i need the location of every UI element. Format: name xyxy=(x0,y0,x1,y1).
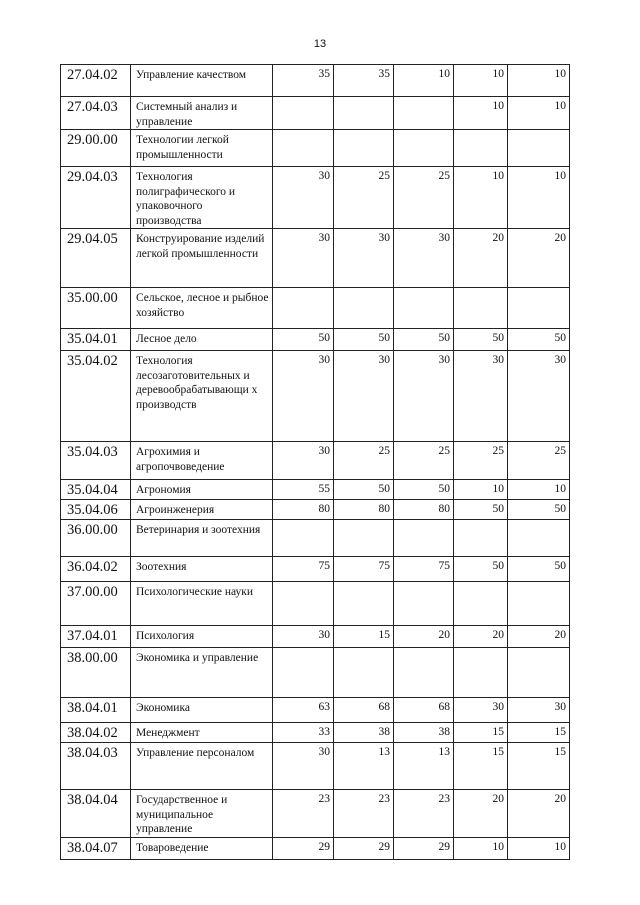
table-row xyxy=(61,626,570,648)
value-cell-3: 29 xyxy=(394,837,454,859)
value-cell-2 xyxy=(334,288,394,329)
value-cell-2: 30 xyxy=(334,229,394,288)
value-cell-4 xyxy=(454,520,508,557)
value-cell-1: 50 xyxy=(273,329,334,351)
program-code: 35.00.00 xyxy=(61,288,131,329)
program-name: Управление качеством xyxy=(131,65,273,97)
value-cell-5: 15 xyxy=(508,743,570,790)
table-row xyxy=(61,582,570,626)
value-cell-1: 29 xyxy=(273,837,334,859)
value-cell-4: 20 xyxy=(454,626,508,648)
value-cell-1: 30 xyxy=(273,229,334,288)
value-cell-3 xyxy=(394,288,454,329)
table-row xyxy=(61,837,570,859)
program-name: Ветеринария и зоотехния xyxy=(131,520,273,557)
value-cell-5 xyxy=(508,582,570,626)
program-code: 37.04.01 xyxy=(61,626,131,648)
value-cell-4: 10 xyxy=(454,480,508,500)
value-cell-1: 75 xyxy=(273,557,334,582)
program-name: Менеджмент xyxy=(131,723,273,743)
value-cell-3 xyxy=(394,648,454,698)
table-row xyxy=(61,500,570,520)
value-cell-1: 23 xyxy=(273,790,334,838)
program-code: 29.04.05 xyxy=(61,229,131,288)
value-cell-5: 25 xyxy=(508,442,570,480)
table-row xyxy=(61,130,570,167)
value-cell-3: 68 xyxy=(394,698,454,723)
program-name: Системный анализ и управление xyxy=(131,97,273,130)
program-code: 35.04.01 xyxy=(61,329,131,351)
value-cell-4: 10 xyxy=(454,65,508,97)
table-row xyxy=(61,288,570,329)
program-name: Экономика и управление xyxy=(131,648,273,698)
table-row xyxy=(61,480,570,500)
program-name: Агроинженерия xyxy=(131,500,273,520)
value-cell-5: 30 xyxy=(508,351,570,442)
value-cell-1 xyxy=(273,582,334,626)
table-row xyxy=(61,723,570,743)
value-cell-1 xyxy=(273,648,334,698)
value-cell-5: 10 xyxy=(508,837,570,859)
program-code: 35.04.03 xyxy=(61,442,131,480)
value-cell-4: 50 xyxy=(454,557,508,582)
value-cell-2: 50 xyxy=(334,329,394,351)
value-cell-4: 30 xyxy=(454,698,508,723)
value-cell-3: 50 xyxy=(394,329,454,351)
program-name: Товароведение xyxy=(131,837,273,859)
program-code: 38.04.02 xyxy=(61,723,131,743)
page-number: 13 xyxy=(313,38,327,50)
value-cell-3: 75 xyxy=(394,557,454,582)
value-cell-5: 50 xyxy=(508,557,570,582)
program-code: 29.04.03 xyxy=(61,167,131,229)
value-cell-2: 35 xyxy=(334,65,394,97)
value-cell-2 xyxy=(334,130,394,167)
value-cell-2: 13 xyxy=(334,743,394,790)
value-cell-3 xyxy=(394,582,454,626)
table-row xyxy=(61,743,570,790)
value-cell-5: 20 xyxy=(508,229,570,288)
program-name: Технология лесозаготовительных и деревообрабатывающи х производств xyxy=(131,351,273,442)
value-cell-2 xyxy=(334,97,394,130)
value-cell-1: 30 xyxy=(273,442,334,480)
value-cell-5 xyxy=(508,648,570,698)
value-cell-1: 30 xyxy=(273,626,334,648)
value-cell-2: 29 xyxy=(334,837,394,859)
value-cell-4: 50 xyxy=(454,500,508,520)
value-cell-2: 50 xyxy=(334,480,394,500)
table-row xyxy=(61,65,570,97)
value-cell-4: 50 xyxy=(454,329,508,351)
value-cell-3: 50 xyxy=(394,480,454,500)
value-cell-4 xyxy=(454,648,508,698)
admission-table xyxy=(60,64,570,860)
value-cell-2: 80 xyxy=(334,500,394,520)
value-cell-2 xyxy=(334,520,394,557)
value-cell-5: 10 xyxy=(508,167,570,229)
program-code: 38.04.03 xyxy=(61,743,131,790)
value-cell-3: 20 xyxy=(394,626,454,648)
value-cell-2: 23 xyxy=(334,790,394,838)
value-cell-1: 55 xyxy=(273,480,334,500)
value-cell-3: 10 xyxy=(394,65,454,97)
value-cell-2: 25 xyxy=(334,442,394,480)
value-cell-1: 30 xyxy=(273,743,334,790)
value-cell-1 xyxy=(273,130,334,167)
program-code: 38.04.07 xyxy=(61,837,131,859)
table-row xyxy=(61,329,570,351)
value-cell-3: 25 xyxy=(394,442,454,480)
value-cell-1 xyxy=(273,520,334,557)
program-code: 27.04.03 xyxy=(61,97,131,130)
value-cell-4: 30 xyxy=(454,351,508,442)
value-cell-1: 80 xyxy=(273,500,334,520)
table-row xyxy=(61,520,570,557)
table-row xyxy=(61,97,570,130)
value-cell-1: 33 xyxy=(273,723,334,743)
table-row xyxy=(61,442,570,480)
value-cell-4: 15 xyxy=(454,723,508,743)
value-cell-4 xyxy=(454,130,508,167)
program-code: 36.04.02 xyxy=(61,557,131,582)
value-cell-5 xyxy=(508,288,570,329)
value-cell-5 xyxy=(508,520,570,557)
value-cell-3: 23 xyxy=(394,790,454,838)
value-cell-2 xyxy=(334,648,394,698)
program-code: 35.04.06 xyxy=(61,500,131,520)
program-code: 36.00.00 xyxy=(61,520,131,557)
value-cell-5: 10 xyxy=(508,65,570,97)
program-name: Экономика xyxy=(131,698,273,723)
value-cell-5: 20 xyxy=(508,790,570,838)
value-cell-5 xyxy=(508,130,570,167)
program-code: 35.04.02 xyxy=(61,351,131,442)
program-name: Государственное и муниципальное управление xyxy=(131,790,273,838)
value-cell-2: 38 xyxy=(334,723,394,743)
value-cell-3 xyxy=(394,520,454,557)
value-cell-5: 50 xyxy=(508,329,570,351)
value-cell-1: 30 xyxy=(273,351,334,442)
program-code: 38.00.00 xyxy=(61,648,131,698)
program-name: Лесное дело xyxy=(131,329,273,351)
program-name: Зоотехния xyxy=(131,557,273,582)
value-cell-4: 10 xyxy=(454,837,508,859)
value-cell-1 xyxy=(273,288,334,329)
table-row xyxy=(61,698,570,723)
program-name: Психологические науки xyxy=(131,582,273,626)
value-cell-4: 10 xyxy=(454,167,508,229)
value-cell-3: 80 xyxy=(394,500,454,520)
value-cell-5: 15 xyxy=(508,723,570,743)
value-cell-2: 15 xyxy=(334,626,394,648)
value-cell-4: 25 xyxy=(454,442,508,480)
program-name: Конструирование изделий легкой промышленности xyxy=(131,229,273,288)
value-cell-2: 68 xyxy=(334,698,394,723)
value-cell-2: 30 xyxy=(334,351,394,442)
program-name: Управление персоналом xyxy=(131,743,273,790)
program-name: Психология xyxy=(131,626,273,648)
value-cell-3: 25 xyxy=(394,167,454,229)
value-cell-3: 38 xyxy=(394,723,454,743)
program-code: 27.04.02 xyxy=(61,65,131,97)
program-name: Агрономия xyxy=(131,480,273,500)
program-name: Технологии легкой промышленности xyxy=(131,130,273,167)
value-cell-4: 10 xyxy=(454,97,508,130)
program-name: Сельское, лесное и рыбное хозяйство xyxy=(131,288,273,329)
table-row xyxy=(61,351,570,442)
program-name: Агрохимия и агропочвоведение xyxy=(131,442,273,480)
value-cell-1 xyxy=(273,97,334,130)
program-code: 38.04.04 xyxy=(61,790,131,838)
value-cell-4: 15 xyxy=(454,743,508,790)
value-cell-4 xyxy=(454,288,508,329)
value-cell-5: 30 xyxy=(508,698,570,723)
program-code: 38.04.01 xyxy=(61,698,131,723)
value-cell-1: 35 xyxy=(273,65,334,97)
table-row xyxy=(61,790,570,838)
value-cell-2: 75 xyxy=(334,557,394,582)
table-row xyxy=(61,167,570,229)
value-cell-4: 20 xyxy=(454,790,508,838)
value-cell-5: 20 xyxy=(508,626,570,648)
value-cell-4 xyxy=(454,582,508,626)
value-cell-1: 30 xyxy=(273,167,334,229)
program-code: 37.00.00 xyxy=(61,582,131,626)
value-cell-1: 63 xyxy=(273,698,334,723)
value-cell-4: 20 xyxy=(454,229,508,288)
value-cell-3: 30 xyxy=(394,229,454,288)
program-code: 35.04.04 xyxy=(61,480,131,500)
value-cell-3 xyxy=(394,97,454,130)
table-row xyxy=(61,557,570,582)
program-code: 29.00.00 xyxy=(61,130,131,167)
program-name: Технология полиграфического и упаковочного производства xyxy=(131,167,273,229)
value-cell-3 xyxy=(394,130,454,167)
table-row xyxy=(61,229,570,288)
value-cell-2 xyxy=(334,582,394,626)
value-cell-5: 10 xyxy=(508,480,570,500)
value-cell-3: 13 xyxy=(394,743,454,790)
value-cell-3: 30 xyxy=(394,351,454,442)
value-cell-5: 50 xyxy=(508,500,570,520)
table-row xyxy=(61,648,570,698)
value-cell-5: 10 xyxy=(508,97,570,130)
value-cell-2: 25 xyxy=(334,167,394,229)
